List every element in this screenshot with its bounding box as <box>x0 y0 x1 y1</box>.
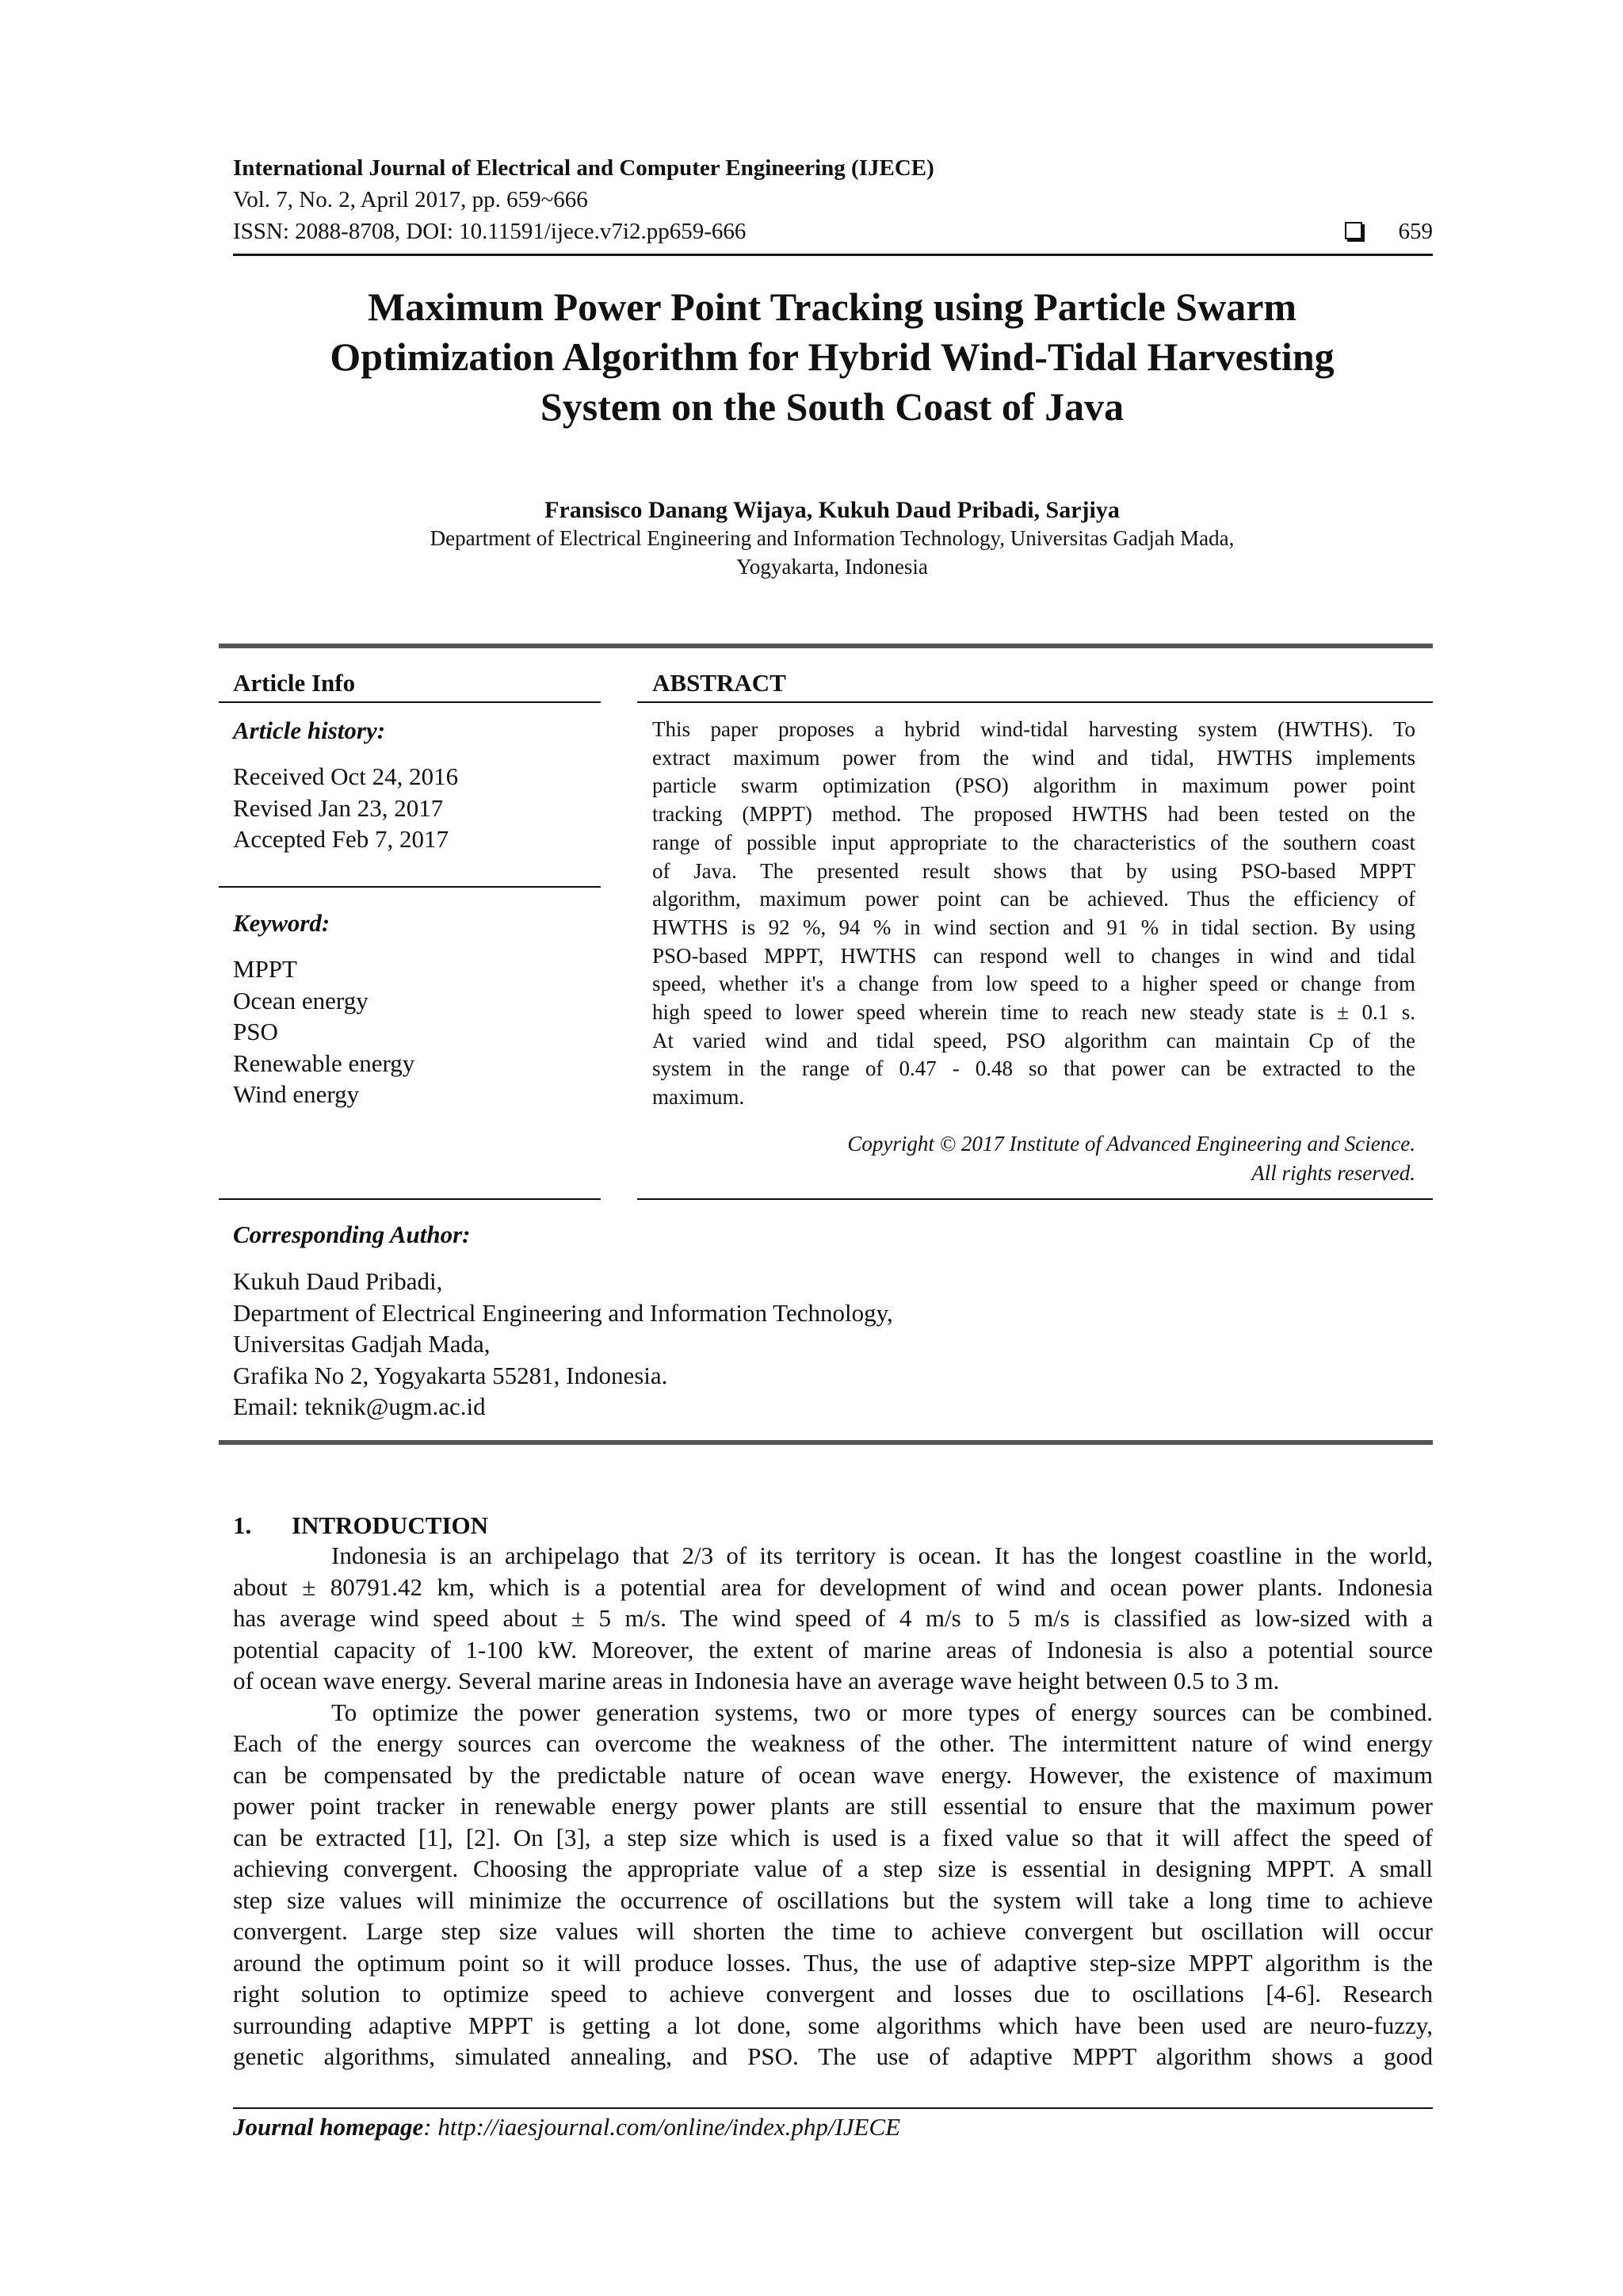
issn-doi: ISSN: 2088-8708, DOI: 10.11591/ijece.v7i2.pp659-666 <box>233 219 747 244</box>
intro-line: Indonesia is an archipelago that 2/3 of its territory is ocean. It has the longest coastline in the world, <box>331 1541 1433 1569</box>
intro-line: surrounding adaptive MPPT is getting a lot done, some algorithms which have been used are neuro-fuzzy, <box>233 2011 1433 2039</box>
introduction-heading <box>233 1510 488 1541</box>
section-divider-top <box>219 644 1433 648</box>
section-title: INTRODUCTION <box>292 1511 489 1539</box>
homepage-label: Journal homepage <box>233 2113 424 2141</box>
history-accepted: Accepted Feb 7, 2017 <box>233 825 449 853</box>
abstract-heading: ABSTRACT <box>652 669 786 697</box>
page-number-group <box>1345 216 1434 246</box>
copyright-notice <box>652 1129 1415 1188</box>
article-history-label: Article history: <box>233 716 386 744</box>
abstract-line: of Java. The presented result shows that by using PSO-based MPPT <box>652 858 1415 883</box>
intro-line: around the optimum point so it will produce losses. Thus, the use of adaptive step-size MPPT algorithm is the <box>233 1948 1433 1977</box>
intro-line: step size values will minimize the occurrence of oscillations but the system will take a long time to achieve <box>233 1885 1433 1914</box>
section-number: 1. <box>233 1511 252 1539</box>
footer-divider <box>233 2107 1433 2109</box>
paper-title <box>198 282 1466 432</box>
abstract-line: maximum. <box>652 1085 745 1110</box>
author-list: Fransisco Danang Wijaya, Kukuh Daud Pribadi, Sarjiya <box>544 497 1120 523</box>
abstract-line: particle swarm optimization (PSO) algorithm in maximum power point <box>652 774 1415 798</box>
abstract-end-divider <box>637 1198 1433 1200</box>
intro-line: To optimize the power generation systems, two or more types of energy sources can be combined. <box>331 1698 1433 1726</box>
intro-line: potential capacity of 1-100 kW. Moreover, the extent of marine areas of Indonesia is also a potential source <box>233 1635 1433 1664</box>
abstract-line: HWTHS is 92 %, 94 % in wind section and 91 % in tidal section. By using <box>652 915 1415 939</box>
intro-line: genetic algorithms, simulated annealing, and PSO. The use of adaptive MPPT algorithm shows a good <box>233 2042 1433 2070</box>
title-line: Optimization Algorithm for Hybrid Wind-Tidal Harvesting <box>330 334 1335 379</box>
page-number: 659 <box>1398 219 1433 244</box>
history-revised: Revised Jan 23, 2017 <box>233 793 444 822</box>
abstract-line: speed, whether it's a change from low speed to a higher speed or change from <box>652 972 1415 996</box>
intro-line: has average wind speed about ± 5 m/s. The wind speed of 4 m/s to 5 m/s is classified as low-sized with a <box>233 1604 1433 1632</box>
journal-homepage <box>233 2111 900 2143</box>
intro-line: Each of the energy sources can overcome the weakness of the other. The intermittent nature of wind energy <box>233 1729 1433 1757</box>
abstract-line: high speed to lower speed wherein time to reach new steady state is ± 0.1 s. <box>652 1000 1415 1025</box>
article-history <box>233 761 598 855</box>
affiliation-line: Yogyakarta, Indonesia <box>736 555 928 579</box>
introduction-body <box>233 1540 1433 2073</box>
affiliation <box>198 524 1466 581</box>
journal-name: International Journal of Electrical and Computer Engineering (IJECE) <box>233 155 934 181</box>
intro-line: of ocean wave energy. Several marine areas in Indonesia have an average wave height between 0.5 to 3 m. <box>233 1667 1280 1694</box>
title-line: Maximum Power Point Tracking using Particle Swarm <box>367 285 1297 329</box>
title-line: System on the South Coast of Java <box>540 384 1125 429</box>
abstract-line: PSO-based MPPT, HWTHS can respond well to changes in wind and tidal <box>652 943 1415 968</box>
journal-volume: Vol. 7, No. 2, April 2017, pp. 659~666 <box>233 187 588 212</box>
article-info-heading: Article Info <box>233 669 356 697</box>
square-bullet-icon <box>1345 222 1362 239</box>
abstract-divider <box>637 701 1433 703</box>
affiliation-line: Department of Electrical Engineering and Information Technology, Universitas Gadjah Mada, <box>430 526 1235 550</box>
corresponding-author-details <box>233 1266 1342 1423</box>
abstract-line: This paper proposes a hybrid wind-tidal harvesting system (HWTHS). To <box>652 717 1415 741</box>
history-divider <box>219 886 601 888</box>
homepage-url[interactable]: : http://iaesjournal.com/online/index.php/IJECE <box>423 2113 901 2141</box>
author-email: Email: teknik@ugm.ac.id <box>233 1392 486 1420</box>
abstract-line: algorithm, maximum power point can be achieved. Thus the efficiency of <box>652 887 1415 911</box>
keyword-item: Wind energy <box>233 1080 360 1108</box>
intro-line: can be compensated by the predictable nature of ocean wave energy. However, the existence of maximum <box>233 1760 1433 1789</box>
author-address: Grafika No 2, Yogyakarta 55281, Indonesia. <box>233 1361 668 1389</box>
abstract-line: extract maximum power from the wind and tidal, HWTHS implements <box>652 745 1415 770</box>
intro-line: right solution to optimize speed to achieve convergent and losses due to oscillations [4-6]. Research <box>233 1980 1433 2008</box>
keyword-list <box>233 953 598 1110</box>
info-column-end-divider <box>219 1198 601 1200</box>
corresponding-author-label: Corresponding Author: <box>233 1221 471 1248</box>
author-name: Kukuh Daud Pribadi, <box>233 1267 443 1295</box>
copyright-line: All rights reserved. <box>1251 1161 1415 1185</box>
author-department: Department of Electrical Engineering and Information Technology, <box>233 1298 893 1327</box>
intro-line: convergent. Large step size values will shorten the time to achieve convergent but oscillation will occur <box>233 1917 1433 1945</box>
abstract-line: system in the range of 0.47 - 0.48 so that power can be extracted to the <box>652 1056 1415 1081</box>
journal-issn <box>233 216 1433 246</box>
keyword-item: MPPT <box>233 955 297 983</box>
keyword-item: Renewable energy <box>233 1049 415 1077</box>
keyword-item: PSO <box>233 1018 278 1045</box>
intro-line: can be extracted [1], [2]. On [3], a step size which is used is a fixed value so that it will affect the speed of <box>233 1823 1433 1851</box>
abstract-body <box>652 716 1415 1112</box>
keyword-item: Ocean energy <box>233 986 369 1014</box>
section-divider-bottom <box>219 1440 1433 1445</box>
article-info-divider <box>219 701 601 703</box>
abstract-line: At varied wind and tidal speed, PSO algorithm can maintain Cp of the <box>652 1028 1415 1052</box>
history-received: Received Oct 24, 2016 <box>233 762 459 790</box>
header-divider <box>233 254 1433 256</box>
abstract-line: tracking (MPPT) method. The proposed HWTHS had been tested on the <box>652 802 1415 827</box>
copyright-line: Copyright © 2017 Institute of Advanced Engineering and Science. <box>847 1132 1415 1156</box>
author-university: Universitas Gadjah Mada, <box>233 1330 491 1358</box>
intro-line: about ± 80791.42 km, which is a potential area for development of wind and ocean power plants. Indonesia <box>233 1572 1433 1601</box>
intro-line: achieving convergent. Choosing the appropriate value of a step size is essential in designing MPPT. A small <box>233 1855 1433 1882</box>
abstract-line: range of possible input appropriate to the characteristics of the southern coast <box>652 830 1415 854</box>
intro-line: power point tracker in renewable energy power plants are still essential to ensure that the maximum power <box>233 1792 1433 1820</box>
keyword-label: Keyword: <box>233 909 330 937</box>
